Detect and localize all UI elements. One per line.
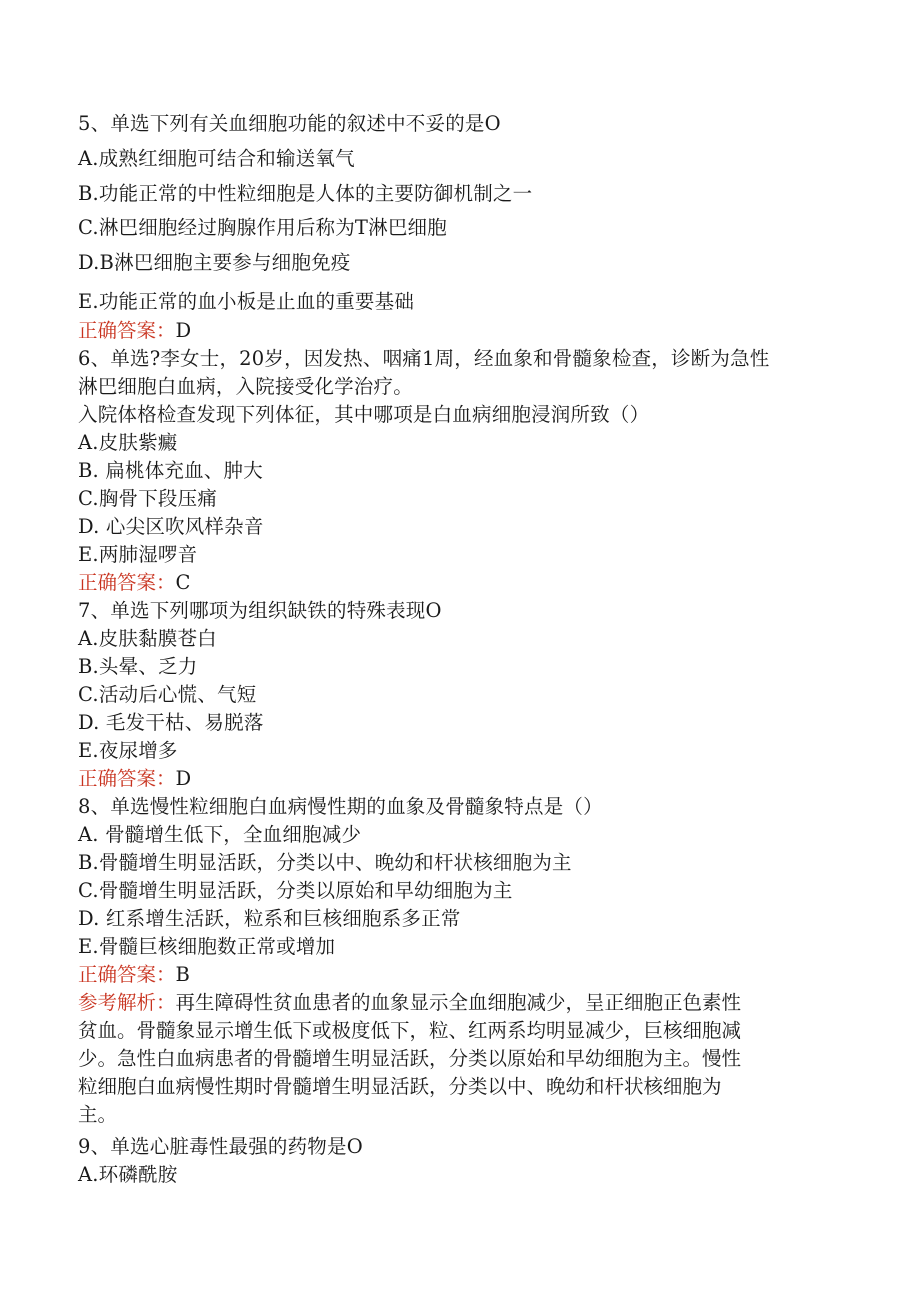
question-8-analysis-line-1 [78, 990, 741, 1016]
question-6-option-e: E.两肺湿啰音 [78, 543, 198, 566]
question-7-option-e: E.夜尿增多 [78, 739, 178, 762]
question-7-title: 7、单选下列哪项为组织缺铁的特殊表现O [78, 599, 442, 622]
question-8-option-c: C.骨髓增生明显活跃，分类以原始和早幼细胞为主 [78, 879, 513, 902]
question-9-title: 9、单选心脏毒性最强的药物是O [78, 1135, 363, 1158]
question-6-answer [78, 570, 190, 596]
answer-value: C [175, 571, 191, 594]
question-7-option-c: C.活动后心慌、气短 [78, 683, 257, 706]
question-7-option-d: D. 毛发干枯、易脱落 [78, 711, 264, 734]
answer-label: 正确答案： [78, 767, 176, 790]
question-5-option-c: C.淋巴细胞经过胸腺作用后称为T淋巴细胞 [78, 216, 447, 239]
question-6-title-line-3: 入院体格检查发现下列体征，其中哪项是白血病细胞浸润所致（） [78, 403, 650, 426]
question-5-answer [78, 318, 191, 344]
question-6-title-line-2: 淋巴细胞白血病，入院接受化学治疗。 [78, 375, 413, 398]
question-8-option-b: B.骨髓增生明显活跃，分类以中、晚幼和杆状核细胞为主 [78, 851, 572, 874]
question-8-analysis-line-3: 少。急性白血病患者的骨髓增生明显活跃，分类以原始和早幼细胞为主。慢性 [78, 1047, 742, 1070]
question-5-option-e: E.功能正常的血小板是止血的重要基础 [78, 290, 415, 313]
question-5-option-b: B.功能正常的中性粒细胞是人体的主要防御机制之一 [78, 182, 533, 205]
question-7-answer [78, 766, 191, 792]
answer-label: 正确答案： [78, 963, 176, 986]
answer-value: B [175, 963, 190, 986]
question-6-option-a: A.皮肤紫癜 [78, 431, 178, 454]
answer-label: 正确答案： [78, 319, 176, 342]
question-8-option-d: D. 红系增生活跃，粒系和巨核细胞系多正常 [78, 907, 461, 930]
question-5-title: 5、单选下列有关血细胞功能的叙述中不妥的是O [78, 112, 501, 135]
question-5-option-d: D.B淋巴细胞主要参与细胞免疫 [78, 251, 351, 274]
analysis-label: 参考解析： [78, 991, 176, 1014]
question-8-option-e: E.骨髓巨核细胞数正常或增加 [78, 935, 336, 958]
question-9-option-a: A.环磷酰胺 [78, 1163, 178, 1186]
question-8-title: 8、单选慢性粒细胞白血病慢性期的血象及骨髓象特点是（） [78, 795, 603, 818]
answer-label: 正确答案： [78, 571, 176, 594]
question-8-option-a: A. 骨髓增生低下，全血细胞减少 [78, 823, 362, 846]
question-8-analysis-line-5: 主。 [78, 1103, 118, 1126]
question-6-option-b: B. 扁桃体充血、肿大 [78, 459, 263, 482]
question-6-option-d: D. 心尖区吹风样杂音 [78, 515, 264, 538]
answer-value: D [175, 319, 192, 342]
question-6-title-line-1: 6、单选?李女士，20岁，因发热、咽痛1周，经血象和骨髓象检查，诊断为急性 [78, 347, 770, 370]
question-8-analysis-line-4: 粒细胞白血病慢性期时骨髓增生明显活跃，分类以中、晚幼和杆状核细胞为 [78, 1075, 722, 1098]
question-8-analysis-line-2: 贫血。骨髓象显示增生低下或极度低下，粒、红两系均明显减少，巨核细胞减 [78, 1019, 742, 1042]
question-8-answer [78, 962, 190, 988]
question-5-option-a: A.成熟红细胞可结合和输送氧气 [78, 147, 355, 170]
question-7-option-b: B.头晕、乏力 [78, 655, 198, 678]
question-7-option-a: A.皮肤黏膜苍白 [78, 627, 217, 650]
question-6-option-c: C.胸骨下段压痛 [78, 487, 218, 510]
answer-value: D [175, 767, 192, 790]
analysis-text: 再生障碍性贫血患者的血象显示全血细胞减少，呈正细胞正色素性 [175, 991, 742, 1014]
